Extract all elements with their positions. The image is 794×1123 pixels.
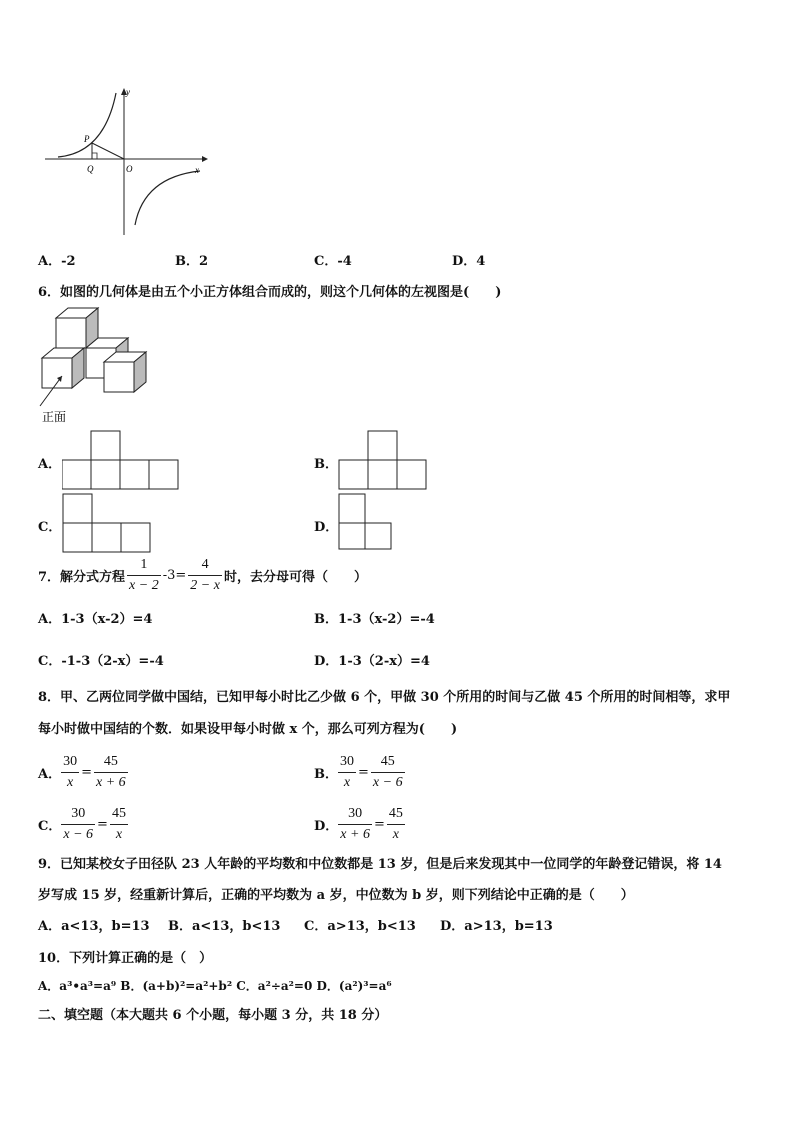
fraction-denominator: x <box>115 826 123 842</box>
option-value: a<13，b<13 <box>192 919 281 934</box>
q6-option-a-view <box>62 430 180 490</box>
q5-option-b <box>175 250 208 269</box>
y-axis-label: y <box>126 87 130 97</box>
q6-stem: 6．如图的几何体是由五个小正方体组合而成的，则这个几何体的左视图是( ) <box>38 285 502 300</box>
q8-option-b-left-fraction <box>338 755 356 790</box>
fraction-numerator: 1 <box>127 558 161 576</box>
fraction-numerator: 45 <box>371 755 405 773</box>
x-axis-label: x <box>195 165 199 175</box>
option-value: 1-3（x-2）=-4 <box>338 612 435 627</box>
hyperbola-branch-lower-right <box>135 171 200 225</box>
q7-fraction-1 <box>127 558 161 593</box>
q8-option-b-right-fraction <box>371 755 405 790</box>
fraction-numerator: 30 <box>338 755 356 773</box>
section-2-title: 二、填空题（本大题共 6 个小题，每小题 3 分，共 18 分） <box>38 1008 388 1023</box>
q10-options: A．a³•a³=a⁹ B．(a+b)²=a²+b² C．a²÷a²=0 D．(a²)³=a⁶ <box>38 979 392 993</box>
q6-option-c-label: C． <box>38 520 62 535</box>
fraction-denominator: x <box>66 774 74 790</box>
front-label: 正面 <box>42 410 67 424</box>
q8-stem-line-1: 8．甲、乙两位同学做中国结，已知甲每小时比乙少做 6 个，甲做 30 个所用的时间与乙做 45 个所用的时间相等，求甲 <box>38 690 731 705</box>
option-label: B． <box>314 612 338 627</box>
fraction-denominator: x <box>343 774 351 790</box>
cube-front-face <box>104 362 134 392</box>
option-value: 1-3（2-x）=4 <box>338 654 430 669</box>
option-label: D． <box>314 654 339 669</box>
option-value: a>13，b<13 <box>327 919 416 934</box>
q9-stem-line-1: 9．已知某校女子田径队 23 人年龄的平均数和中位数都是 13 岁，但是后来发现其中一位同学的年龄登记错误，将 14 <box>38 857 722 872</box>
q7-stem <box>38 556 367 594</box>
option-label: C． <box>38 818 62 834</box>
fraction-denominator: x − 2 <box>129 577 159 593</box>
fraction-numerator: 30 <box>61 807 95 825</box>
option-value: 1-3（x-2）=4 <box>61 612 153 627</box>
fraction-denominator: x − 6 <box>63 826 94 842</box>
option-label: A． <box>38 766 62 782</box>
option-label: B． <box>175 254 199 269</box>
fraction-numerator: 45 <box>94 755 128 773</box>
q10-stem: 10．下列计算正确的是（ ） <box>38 951 213 966</box>
option-value: a>13，b=13 <box>464 919 553 934</box>
right-angle-mark <box>92 153 97 159</box>
q9-option-c <box>304 915 416 934</box>
option-value: -4 <box>337 254 352 269</box>
option-label: A． <box>38 919 62 934</box>
fraction-numerator: 45 <box>110 807 128 825</box>
fraction-numerator: 30 <box>338 807 372 825</box>
x-axis-arrow <box>202 156 208 162</box>
point-q-label: Q <box>87 164 94 174</box>
cube-solid-figure <box>36 306 152 424</box>
q7-fraction-2 <box>188 558 222 593</box>
q8-option-d <box>314 804 405 844</box>
option-label: C． <box>304 919 328 934</box>
q8-option-c-right-fraction <box>110 807 128 842</box>
fraction-numerator: 30 <box>61 755 79 773</box>
q6-option-d-view <box>338 493 398 553</box>
fraction-numerator: 4 <box>188 558 222 576</box>
q7-stem-suffix: 时，去分母可得（ ） <box>223 569 367 585</box>
origin-label: O <box>126 164 133 174</box>
q6-option-b-view <box>338 430 430 490</box>
option-value: a<13，b=13 <box>61 919 150 934</box>
option-label: B． <box>314 766 338 782</box>
equals-sign: = <box>81 764 92 780</box>
q8-option-d-left-fraction <box>338 807 372 842</box>
hyperbola-branch-upper-left <box>58 93 116 157</box>
q5-option-a <box>38 250 76 269</box>
q7-option-a <box>38 608 152 627</box>
option-label: B． <box>168 919 192 934</box>
q9-stem-line-2: 岁写成 15 岁，经重新计算后，正确的平均数为 a 岁，中位数为 b 岁，则下列结论中正确的是（ ） <box>38 888 634 903</box>
q6-option-c-view <box>62 493 152 553</box>
q8-option-c <box>38 804 128 844</box>
q8-option-b <box>314 752 405 792</box>
cube-front-face <box>56 318 86 348</box>
fraction-denominator: x − 6 <box>372 774 403 790</box>
option-label: A． <box>38 612 62 627</box>
hyperbola-graph <box>40 85 210 237</box>
q8-option-a-right-fraction <box>94 755 128 790</box>
option-label: A． <box>38 254 62 269</box>
equals-sign: = <box>358 764 369 780</box>
q6-option-b-label: B． <box>314 457 338 472</box>
q5-option-d <box>452 250 485 269</box>
q9-option-d <box>440 915 553 934</box>
q7-option-c <box>38 650 164 669</box>
q7-stem-mid: -3= <box>162 567 187 583</box>
q6-option-d-label: D． <box>314 520 339 535</box>
equals-sign: = <box>373 816 385 832</box>
option-label: D． <box>452 254 477 269</box>
option-value: -2 <box>61 254 76 269</box>
option-label: C． <box>38 654 62 669</box>
q8-option-a <box>38 752 128 792</box>
q7-option-d <box>314 650 430 669</box>
q8-stem-line-2: 每小时做中国结的个数．如果设甲每小时做 x 个，那么可列方程为( ) <box>38 722 458 737</box>
fraction-numerator: 45 <box>387 807 405 825</box>
q8-option-c-left-fraction <box>61 807 95 842</box>
fraction-denominator: x <box>392 826 399 842</box>
q7-stem-prefix: 7．解分式方程 <box>38 569 126 585</box>
q9-option-b <box>168 915 280 934</box>
option-value: 2 <box>199 254 209 269</box>
equals-sign: = <box>97 816 108 832</box>
option-label: D． <box>440 919 465 934</box>
q8-option-a-left-fraction <box>61 755 79 790</box>
point-p-label: P <box>84 134 90 144</box>
q8-option-d-right-fraction <box>387 807 405 842</box>
fraction-denominator: x + 6 <box>340 826 370 842</box>
option-label: C． <box>314 254 338 269</box>
option-value: -1-3（2-x）=-4 <box>61 654 164 669</box>
q6-option-a-label: A． <box>38 457 62 472</box>
fraction-denominator: x + 6 <box>96 774 126 790</box>
q7-option-b <box>314 608 435 627</box>
q9-option-a <box>38 915 150 934</box>
option-label: D． <box>314 818 339 834</box>
q5-option-c <box>314 250 352 269</box>
fraction-denominator: 2 − x <box>190 577 220 593</box>
option-value: 4 <box>476 254 486 269</box>
